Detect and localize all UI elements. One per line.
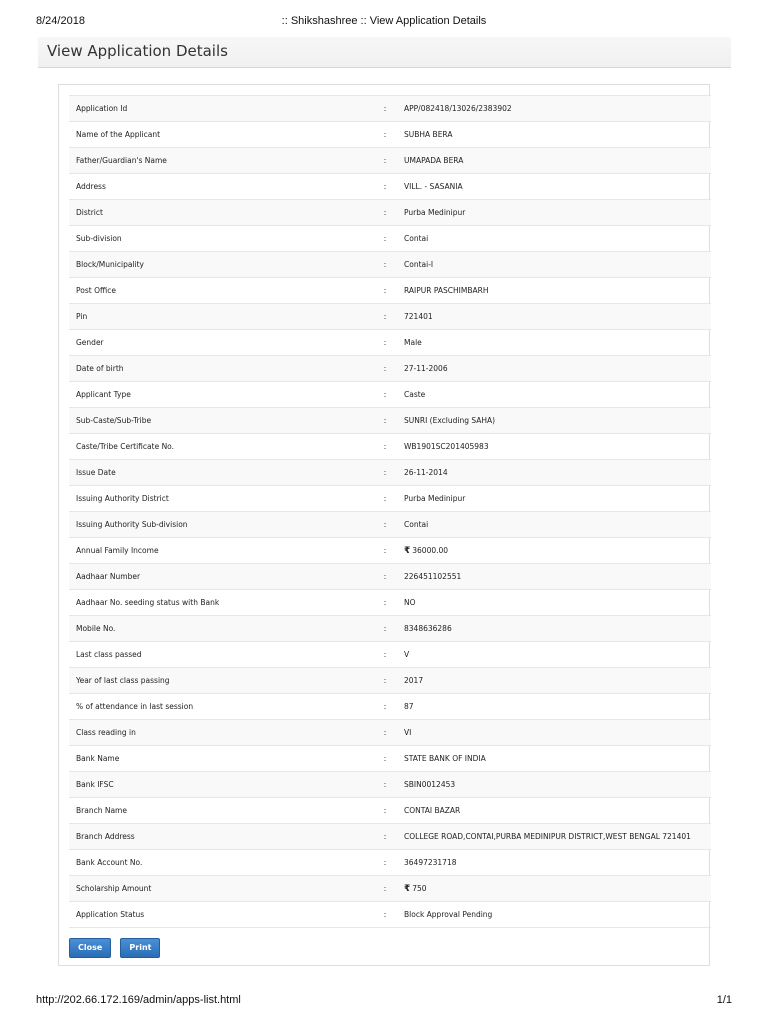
table-row — [69, 564, 711, 590]
table-row — [69, 252, 711, 278]
field-value: Block Approval Pending — [397, 902, 711, 928]
field-label: % of attendance in last session — [69, 694, 373, 720]
field-value: Contai — [397, 512, 711, 538]
field-label: Post Office — [69, 278, 373, 304]
table-row — [69, 356, 711, 382]
print-button[interactable]: Print — [120, 938, 160, 958]
field-separator: : — [373, 720, 397, 746]
field-value: 26-11-2014 — [397, 460, 711, 486]
field-separator: : — [373, 434, 397, 460]
table-row — [69, 642, 711, 668]
table-row — [69, 694, 711, 720]
table-row — [69, 512, 711, 538]
table-row — [69, 148, 711, 174]
table-row — [69, 96, 711, 122]
field-separator: : — [373, 200, 397, 226]
field-separator: : — [373, 96, 397, 122]
field-separator: : — [373, 642, 397, 668]
field-label: Last class passed — [69, 642, 373, 668]
field-separator: : — [373, 148, 397, 174]
page-count: 1/1 — [716, 994, 732, 1006]
table-row — [69, 616, 711, 642]
field-label: Sub-division — [69, 226, 373, 252]
table-row — [69, 772, 711, 798]
field-label: Scholarship Amount — [69, 876, 373, 902]
field-value: VILL. - SASANIA — [397, 174, 711, 200]
print-footer — [36, 994, 732, 1010]
table-row — [69, 174, 711, 200]
field-label: Class reading in — [69, 720, 373, 746]
field-separator: : — [373, 876, 397, 902]
field-label: District — [69, 200, 373, 226]
field-separator: : — [373, 902, 397, 928]
table-row — [69, 330, 711, 356]
field-separator: : — [373, 512, 397, 538]
field-separator: : — [373, 668, 397, 694]
field-value: APP/082418/13026/2383902 — [397, 96, 711, 122]
field-separator: : — [373, 694, 397, 720]
field-label: Aadhaar Number — [69, 564, 373, 590]
table-row — [69, 824, 711, 850]
field-separator: : — [373, 798, 397, 824]
field-value: Contai — [397, 226, 711, 252]
table-row — [69, 876, 711, 902]
field-separator: : — [373, 408, 397, 434]
field-label: Pin — [69, 304, 373, 330]
print-header — [36, 15, 732, 31]
details-panel — [58, 84, 710, 966]
field-separator: : — [373, 226, 397, 252]
field-separator: : — [373, 564, 397, 590]
field-separator: : — [373, 772, 397, 798]
field-label: Branch Address — [69, 824, 373, 850]
field-value: 721401 — [397, 304, 711, 330]
action-buttons — [69, 935, 164, 958]
field-value: NO — [397, 590, 711, 616]
field-separator: : — [373, 278, 397, 304]
field-value: 36497231718 — [397, 850, 711, 876]
field-label: Annual Family Income — [69, 538, 373, 564]
field-label: Branch Name — [69, 798, 373, 824]
field-label: Name of the Applicant — [69, 122, 373, 148]
field-label: Block/Municipality — [69, 252, 373, 278]
field-value: 27-11-2006 — [397, 356, 711, 382]
field-label: Applicant Type — [69, 382, 373, 408]
field-label: Father/Guardian's Name — [69, 148, 373, 174]
field-value: VI — [397, 720, 711, 746]
field-value: COLLEGE ROAD,CONTAI,PURBA MEDINIPUR DISTRICT,WEST BENGAL 721401 — [397, 824, 711, 850]
table-row — [69, 590, 711, 616]
field-separator: : — [373, 590, 397, 616]
field-label: Application Status — [69, 902, 373, 928]
table-row — [69, 798, 711, 824]
field-separator: : — [373, 746, 397, 772]
table-row — [69, 382, 711, 408]
field-value: CONTAI BAZAR — [397, 798, 711, 824]
amount-value: 36000.00 — [412, 545, 449, 555]
print-title: :: Shikshashree :: View Application Details — [281, 15, 487, 27]
field-separator: : — [373, 304, 397, 330]
field-separator: : — [373, 850, 397, 876]
field-value: Contai-I — [397, 252, 711, 278]
field-label: Date of birth — [69, 356, 373, 382]
rupee-icon: ₹ — [404, 883, 411, 894]
table-row — [69, 304, 711, 330]
field-separator: : — [373, 122, 397, 148]
field-value — [397, 876, 711, 902]
rupee-icon: ₹ — [404, 545, 411, 556]
field-value: SUNRI (Excluding SAHA) — [397, 408, 711, 434]
table-row — [69, 226, 711, 252]
print-url: http://202.66.172.169/admin/apps-list.html — [36, 994, 241, 1006]
field-label: Bank Account No. — [69, 850, 373, 876]
field-value: STATE BANK OF INDIA — [397, 746, 711, 772]
field-label: Bank IFSC — [69, 772, 373, 798]
close-button[interactable]: Close — [69, 938, 111, 958]
field-separator: : — [373, 460, 397, 486]
field-separator: : — [373, 616, 397, 642]
print-date: 8/24/2018 — [36, 15, 85, 27]
field-label: Mobile No. — [69, 616, 373, 642]
field-separator: : — [373, 824, 397, 850]
table-row — [69, 200, 711, 226]
field-value: UMAPADA BERA — [397, 148, 711, 174]
table-row — [69, 668, 711, 694]
field-value: Purba Medinipur — [397, 200, 711, 226]
field-label: Gender — [69, 330, 373, 356]
field-label: Caste/Tribe Certificate No. — [69, 434, 373, 460]
field-value — [397, 538, 711, 564]
field-separator: : — [373, 538, 397, 564]
table-row — [69, 460, 711, 486]
field-label: Application Id — [69, 96, 373, 122]
field-value: SUBHA BERA — [397, 122, 711, 148]
field-value: WB1901SC201405983 — [397, 434, 711, 460]
table-row — [69, 850, 711, 876]
field-separator: : — [373, 330, 397, 356]
page-heading-bar — [38, 37, 731, 68]
field-value: 8348636286 — [397, 616, 711, 642]
application-details-table — [69, 95, 711, 928]
table-row — [69, 278, 711, 304]
amount-value: 750 — [412, 883, 427, 893]
field-label: Issuing Authority Sub-division — [69, 512, 373, 538]
page-title: View Application Details — [47, 42, 228, 60]
field-separator: : — [373, 356, 397, 382]
field-separator: : — [373, 252, 397, 278]
field-value: 87 — [397, 694, 711, 720]
table-row — [69, 122, 711, 148]
field-value: Male — [397, 330, 711, 356]
field-value: Caste — [397, 382, 711, 408]
field-label: Sub-Caste/Sub-Tribe — [69, 408, 373, 434]
table-row — [69, 720, 711, 746]
field-value: Purba Medinipur — [397, 486, 711, 512]
field-label: Address — [69, 174, 373, 200]
field-label: Aadhaar No. seeding status with Bank — [69, 590, 373, 616]
field-label: Issuing Authority District — [69, 486, 373, 512]
table-row — [69, 486, 711, 512]
table-row — [69, 902, 711, 928]
field-separator: : — [373, 174, 397, 200]
field-value: 2017 — [397, 668, 711, 694]
field-value: RAIPUR PASCHIMBARH — [397, 278, 711, 304]
field-value: 226451102551 — [397, 564, 711, 590]
table-row — [69, 434, 711, 460]
field-separator: : — [373, 382, 397, 408]
field-value: SBIN0012453 — [397, 772, 711, 798]
field-value: V — [397, 642, 711, 668]
field-separator: : — [373, 486, 397, 512]
table-row — [69, 746, 711, 772]
field-label: Bank Name — [69, 746, 373, 772]
field-label: Issue Date — [69, 460, 373, 486]
table-row — [69, 538, 711, 564]
field-label: Year of last class passing — [69, 668, 373, 694]
table-row — [69, 408, 711, 434]
